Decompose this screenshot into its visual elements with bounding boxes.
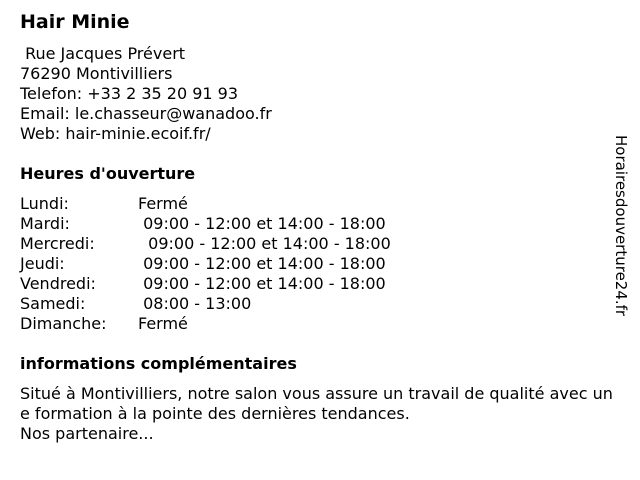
hours-heading: Heures d'ouverture: [20, 164, 196, 183]
day-label: Mercredi:: [20, 234, 95, 253]
business-name: Hair Minie: [20, 11, 130, 33]
email-line[interactable]: Email: le.chasseur@wanadoo.fr: [20, 104, 272, 123]
site-watermark: Horairesdouverture24.fr: [612, 135, 630, 317]
day-hours: Fermé: [138, 314, 188, 333]
day-hours: 09:00 - 12:00 et 14:00 - 18:00: [138, 254, 386, 273]
contact-block: [20, 44, 272, 144]
phone-line[interactable]: Telefon: +33 2 35 20 91 93: [20, 84, 239, 103]
info-heading: informations complémentaires: [20, 354, 297, 373]
day-hours: 08:00 - 13:00: [138, 294, 252, 313]
day-label: Jeudi:: [20, 254, 65, 273]
day-hours: 09:00 - 12:00 et 14:00 - 18:00: [138, 214, 386, 233]
info-block: [20, 384, 615, 444]
partners-link[interactable]: Nos partenaire...: [20, 424, 154, 443]
web-line[interactable]: Web: hair-minie.ecoif.fr/: [20, 124, 211, 143]
day-label: Lundi:: [20, 194, 69, 213]
day-hours: Fermé: [138, 194, 188, 213]
day-label: Dimanche:: [20, 314, 107, 333]
city-address: 76290 Montivilliers: [20, 64, 173, 83]
day-label: Vendredi:: [20, 274, 96, 293]
day-label: Samedi:: [20, 294, 86, 313]
day-hours: 09:00 - 12:00 et 14:00 - 18:00: [138, 234, 391, 253]
street-address: Rue Jacques Prévert: [20, 44, 186, 63]
info-description: Situé à Montivilliers, notre salon vous assure un travail de qualité avec une formation à la pointe des dernières tendances.: [20, 384, 613, 423]
day-label: Mardi:: [20, 214, 70, 233]
day-hours: 09:00 - 12:00 et 14:00 - 18:00: [138, 274, 386, 293]
